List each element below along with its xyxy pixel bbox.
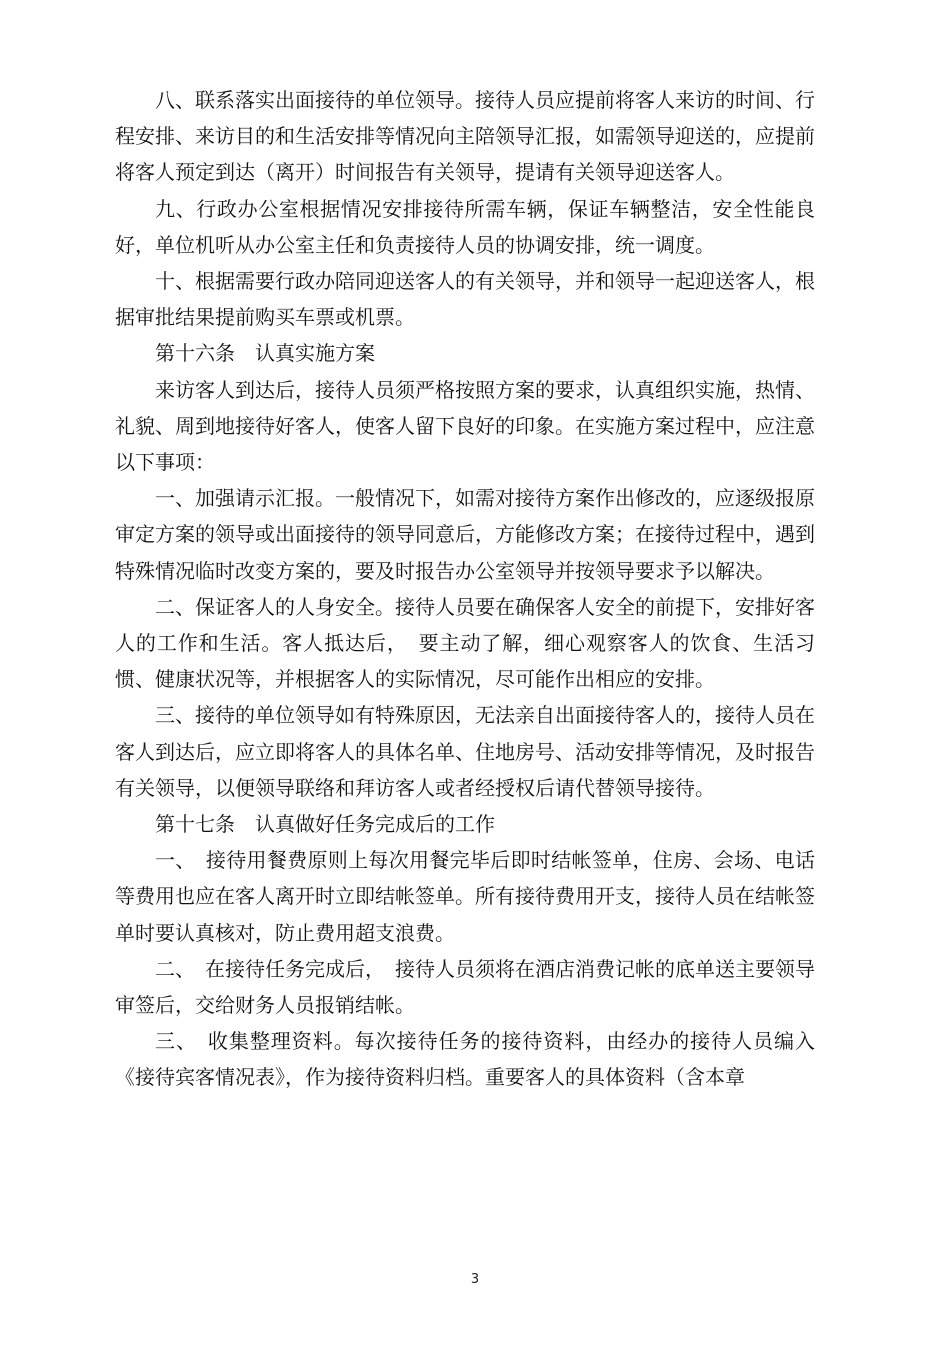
- document-body: [115, 82, 815, 1096]
- paragraph-item-9-vehicles: 九、行政办公室根据情况安排接待所需车辆，保证车辆整洁，安全性能良好，单位机听从办公室主任和负责接待人员的协调安排，统一调度。: [115, 196, 815, 257]
- article-16-heading: 第十六条 认真实施方案: [155, 341, 375, 366]
- paragraph-item-2-reimbursement: 二、 在接待任务完成后， 接待人员须将在酒店消费记帐的底单送主要领导审签后，交给财务人员报销结帐。: [115, 956, 815, 1018]
- paragraph-item-10-tickets: 十、根据需要行政办陪同迎送客人的有关领导，并和领导一起迎送客人，根据审批结果提前购买车票或机票。: [115, 269, 815, 330]
- article-17-heading: 第十七条 认真做好任务完成后的工作: [155, 812, 495, 837]
- paragraph-item-1-billing: 一、 接待用餐费原则上每次用餐完毕后即时结帐签单，住房、会场、电话等费用也应在客人离开时立即结帐签单。所有接待费用开支，接待人员在结帐签单时要认真核对，防止费用超支浪费。: [115, 848, 815, 945]
- paragraph-item-1-report: 一、加强请示汇报。一般情况下，如需对接待方案作出修改的，应逐级报原审定方案的领导或出面接待的领导同意后，方能修改方案；在接待过程中，遇到特殊情况临时改变方案的，要及时报告办公室领导并按领导要求予以解决。: [115, 486, 815, 583]
- paragraph-item-3-substitute-leader: 三、接待的单位领导如有特殊原因，无法亲自出面接待客人的，接待人员在客人到达后，应立即将客人的具体名单、住地房号、活动安排等情况，及时报告有关领导，以便领导联络和拜访客人或者经授权后请代替领导接待。: [115, 703, 815, 800]
- paragraph-item-8-leader-contact: 八、联系落实出面接待的单位领导。接待人员应提前将客人来访的时间、行程安排、来访目的和生活安排等情况向主陪领导汇报，如需领导迎送的，应提前将客人预定到达（离开）时间报告有关领导，提请有关领导迎送客人。: [115, 88, 815, 185]
- page-number: 3: [470, 1272, 480, 1287]
- paragraph-item-3-archive: 三、 收集整理资料。每次接待任务的接待资料，由经办的接待人员编入《接待宾客情况表》，作为接待资料归档。重要客人的具体资料（含本章: [115, 1029, 815, 1090]
- article-16-intro: 来访客人到达后，接待人员须严格按照方案的要求，认真组织实施，热情、礼貌、周到地接待好客人，使客人留下良好的印象。在实施方案过程中，应注意以下事项：: [115, 377, 815, 475]
- paragraph-item-2-safety: 二、保证客人的人身安全。接待人员要在确保客人安全的前提下，安排好客人的工作和生活。客人抵达后， 要主动了解，细心观察客人的饮食、生活习惯、健康状况等，并根据客人的实际情况，尽可能作出相应的安排。: [115, 594, 815, 692]
